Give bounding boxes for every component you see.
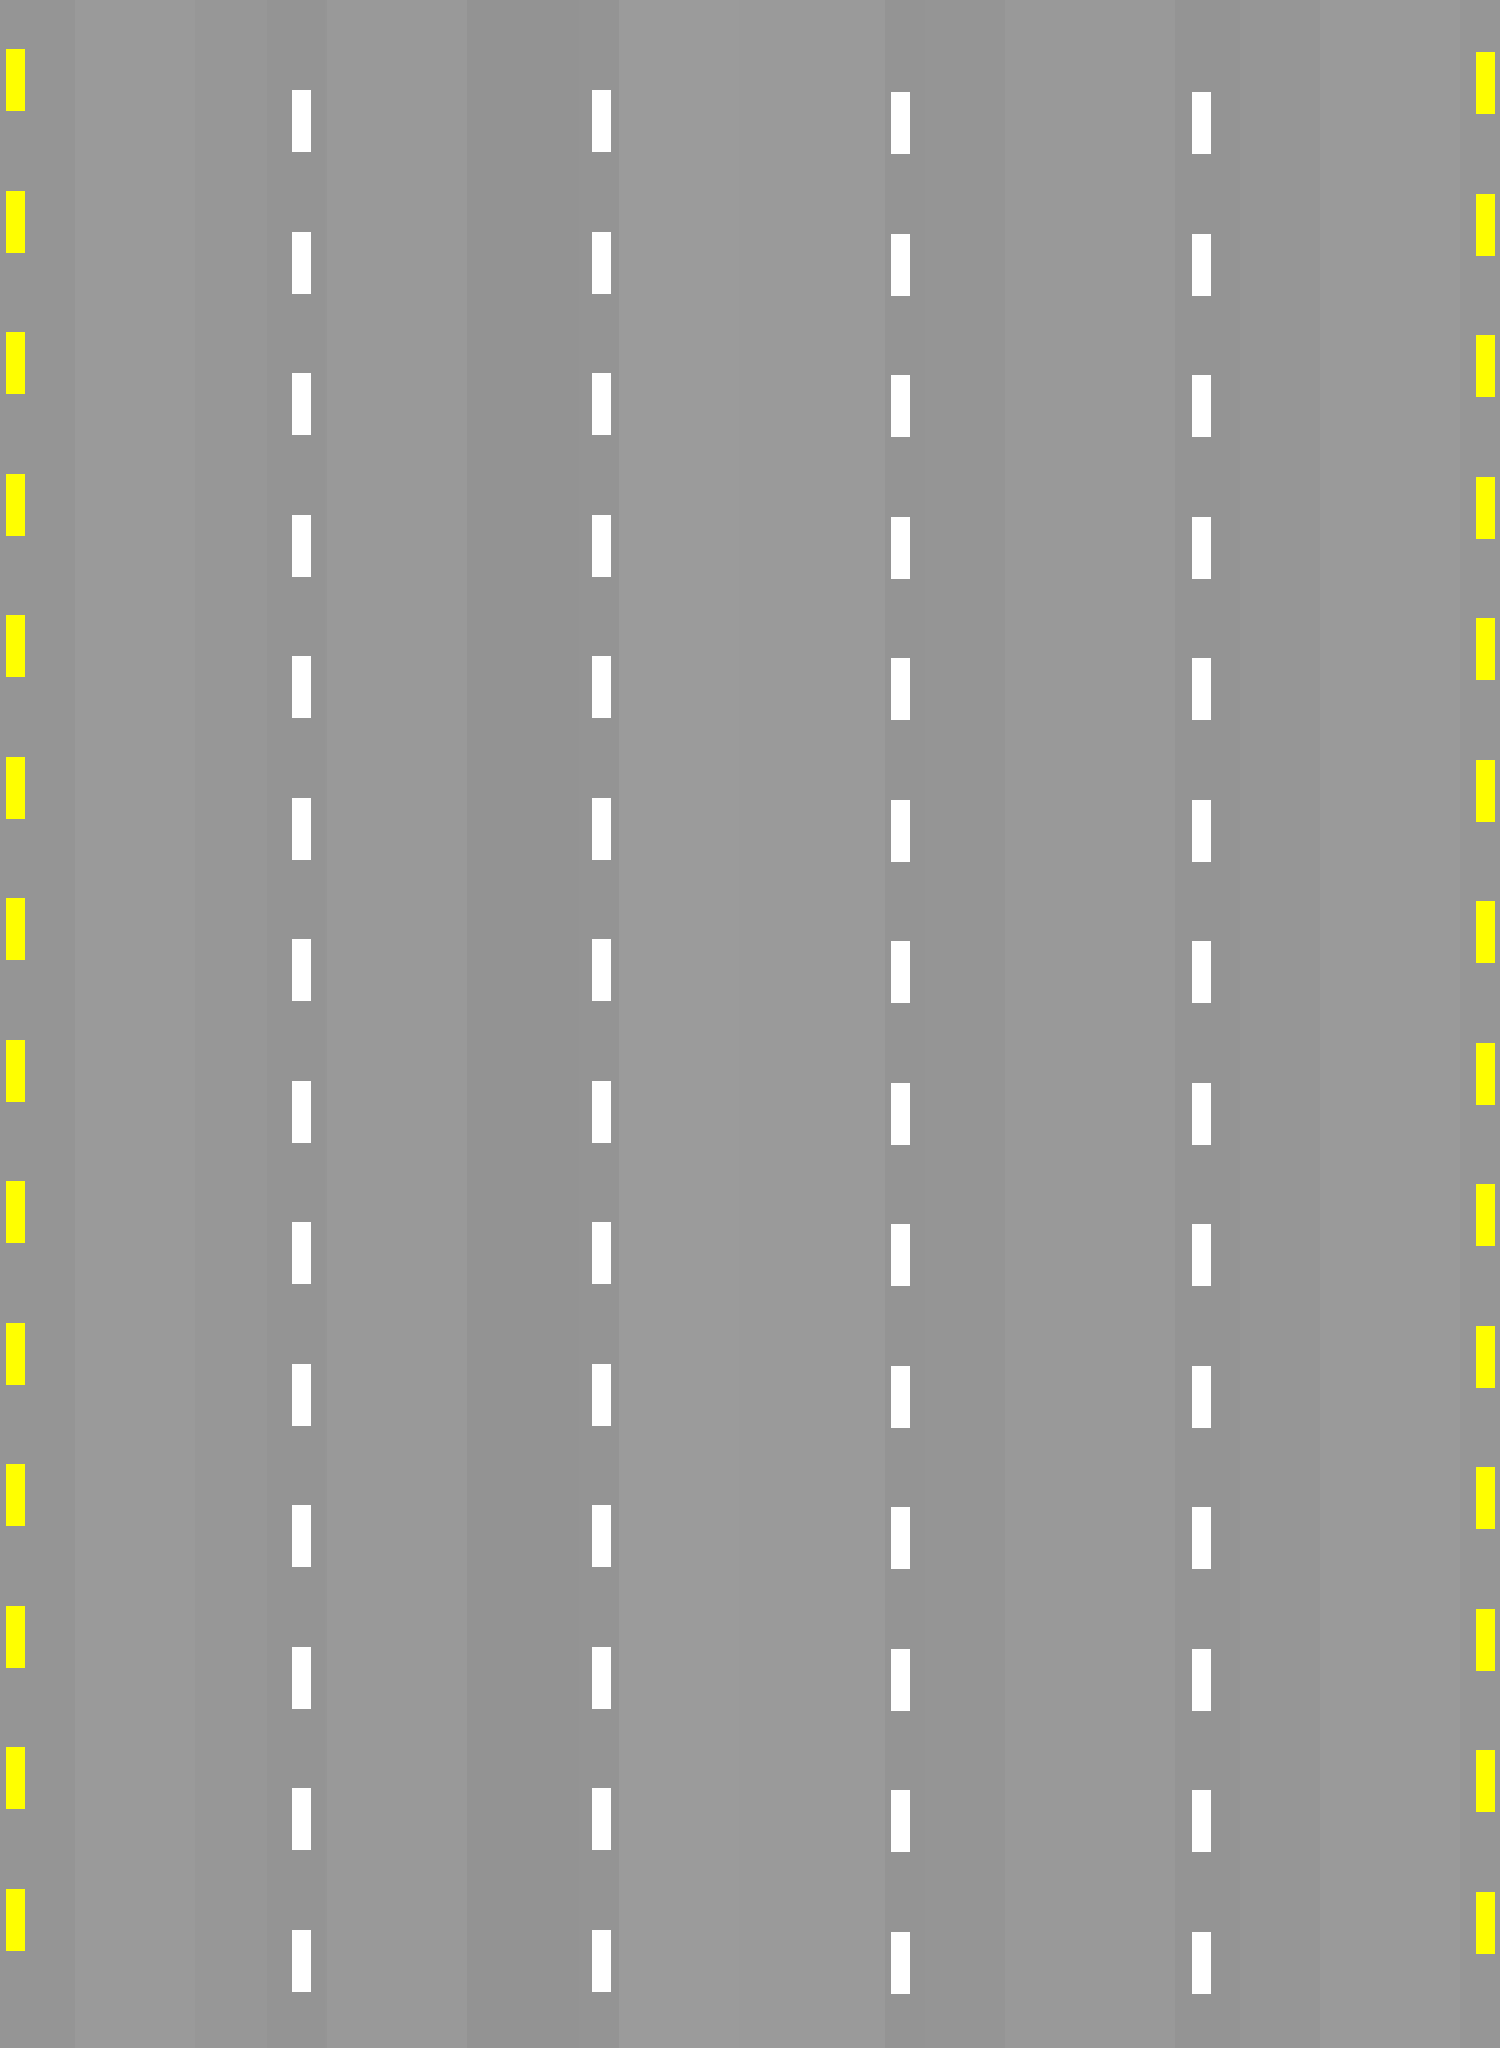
- lane-divider-dash: [292, 1505, 311, 1567]
- lane-divider-dash: [891, 1366, 910, 1428]
- edge-line-dash: [1476, 1609, 1495, 1671]
- lane-divider-dash: [592, 798, 611, 860]
- lane-divider-dash: [1192, 1932, 1211, 1994]
- lane-divider-dash: [891, 517, 910, 579]
- divider-track: [579, 0, 619, 2048]
- edge-line-dash: [6, 1747, 25, 1809]
- lane-divider-dash: [292, 1788, 311, 1850]
- lane-divider-dash: [592, 373, 611, 435]
- lane-divider-dash: [1192, 375, 1211, 437]
- divider-track: [267, 0, 325, 2048]
- asphalt-shade-strip: [925, 0, 1005, 2048]
- edge-line-dash: [6, 1323, 25, 1385]
- asphalt-shade-strip: [327, 0, 467, 2048]
- edge-line-dash: [1476, 1892, 1495, 1954]
- lane-divider-dash: [292, 798, 311, 860]
- edge-line-dash: [1476, 335, 1495, 397]
- edge-line-dash: [6, 49, 25, 111]
- lane-divider-dash: [891, 234, 910, 296]
- asphalt-shade-strip: [739, 0, 885, 2048]
- lane-divider-dash: [891, 375, 910, 437]
- asphalt-shade-strip: [0, 0, 75, 2048]
- lane-divider-dash: [891, 941, 910, 1003]
- lane-divider-dash: [292, 515, 311, 577]
- lane-divider-dash: [1192, 800, 1211, 862]
- lane-divider-dash: [292, 373, 311, 435]
- edge-line-dash: [6, 474, 25, 536]
- lane-divider-dash: [1192, 517, 1211, 579]
- edge-line-dash: [1476, 477, 1495, 539]
- edge-line-dash: [1476, 1184, 1495, 1246]
- lane-divider-dash: [592, 515, 611, 577]
- lane-divider-dash: [592, 1647, 611, 1709]
- lane-divider-dash: [891, 92, 910, 154]
- edge-line-dash: [6, 1889, 25, 1951]
- lane-divider-dash: [1192, 1224, 1211, 1286]
- lane-divider-dash: [292, 1930, 311, 1992]
- lane-divider-dash: [1192, 1083, 1211, 1145]
- lane-divider-dash: [592, 1222, 611, 1284]
- divider-track: [885, 0, 925, 2048]
- lane-divider-dash: [891, 1083, 910, 1145]
- divider-track: [1175, 0, 1240, 2048]
- edge-line-dash: [1476, 1467, 1495, 1529]
- lane-divider-dash: [891, 1932, 910, 1994]
- lane-divider-dash: [1192, 92, 1211, 154]
- lane-divider-dash: [592, 232, 611, 294]
- lane-divider-dash: [592, 656, 611, 718]
- edge-line-dash: [1476, 1043, 1495, 1105]
- edge-line-dash: [1476, 194, 1495, 256]
- edge-line-dash: [1476, 1750, 1495, 1812]
- edge-line-dash: [6, 1464, 25, 1526]
- lane-divider-dash: [292, 1647, 311, 1709]
- asphalt-shade-strip: [1320, 0, 1460, 2048]
- lane-divider-dash: [1192, 1507, 1211, 1569]
- edge-line-dash: [6, 615, 25, 677]
- lane-divider-dash: [292, 232, 311, 294]
- edge-line-dash: [1476, 901, 1495, 963]
- lane-divider-dash: [891, 658, 910, 720]
- lane-divider-dash: [592, 1930, 611, 1992]
- lane-divider-dash: [592, 1788, 611, 1850]
- asphalt-shade-strip: [75, 0, 195, 2048]
- lane-divider-dash: [292, 1364, 311, 1426]
- edge-line-dash: [6, 191, 25, 253]
- lane-divider-dash: [891, 1649, 910, 1711]
- lane-divider-dash: [1192, 1366, 1211, 1428]
- asphalt-shade-strip: [1460, 0, 1500, 2048]
- edge-line-dash: [6, 898, 25, 960]
- edge-line-dash: [1476, 1326, 1495, 1388]
- lane-divider-dash: [592, 939, 611, 1001]
- asphalt-shade-strip: [1240, 0, 1320, 2048]
- lane-divider-dash: [292, 656, 311, 718]
- lane-divider-dash: [891, 1224, 910, 1286]
- lane-divider-dash: [292, 1222, 311, 1284]
- lane-divider-dash: [292, 939, 311, 1001]
- edge-line-dash: [6, 757, 25, 819]
- edge-line-dash: [1476, 760, 1495, 822]
- asphalt-shade-strip: [195, 0, 267, 2048]
- lane-divider-dash: [891, 1790, 910, 1852]
- lane-divider-dash: [1192, 658, 1211, 720]
- edge-line-dash: [6, 1181, 25, 1243]
- edge-line-dash: [6, 1040, 25, 1102]
- lane-divider-dash: [292, 90, 311, 152]
- edge-line-dash: [1476, 52, 1495, 114]
- asphalt-shade-strip: [619, 0, 739, 2048]
- lane-divider-dash: [592, 90, 611, 152]
- edge-line-dash: [6, 1606, 25, 1668]
- edge-line-dash: [1476, 618, 1495, 680]
- lane-divider-dash: [891, 1507, 910, 1569]
- lane-divider-dash: [592, 1505, 611, 1567]
- lane-divider-dash: [1192, 234, 1211, 296]
- lane-divider-dash: [891, 800, 910, 862]
- lane-divider-dash: [1192, 941, 1211, 1003]
- lane-divider-dash: [1192, 1790, 1211, 1852]
- asphalt-shade-strip: [1005, 0, 1175, 2048]
- lane-divider-dash: [592, 1364, 611, 1426]
- lane-divider-dash: [592, 1081, 611, 1143]
- lane-divider-dash: [292, 1081, 311, 1143]
- edge-line-dash: [6, 332, 25, 394]
- lane-divider-dash: [1192, 1649, 1211, 1711]
- asphalt-shade-strip: [467, 0, 579, 2048]
